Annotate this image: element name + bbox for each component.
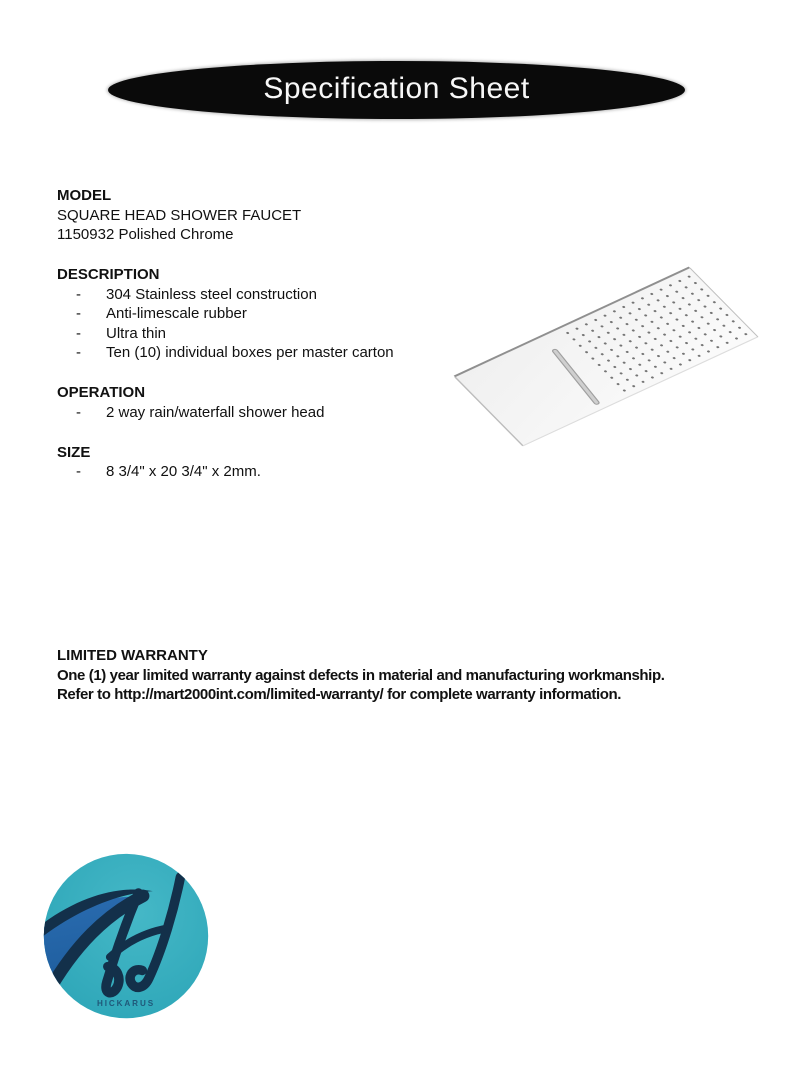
bullet-text: 8 3/4" x 20 3/4" x 2mm. bbox=[106, 463, 261, 480]
brand-name: HICKARUS bbox=[96, 998, 156, 1008]
size-heading: SIZE bbox=[57, 443, 91, 461]
page-title: Specification Sheet bbox=[263, 71, 530, 105]
warranty-line: One (1) year limited warranty against defects in material and manufacturing workmanship. bbox=[57, 666, 665, 684]
model-line: SQUARE HEAD SHOWER FAUCET bbox=[57, 206, 302, 224]
description-heading: DESCRIPTION bbox=[57, 266, 160, 283]
title-banner bbox=[108, 61, 685, 119]
bullet-dash: - bbox=[76, 305, 81, 322]
warranty-lines bbox=[57, 666, 777, 705]
operation-heading: OPERATION bbox=[57, 384, 146, 401]
bullet-text: 304 Stainless steel construction bbox=[106, 285, 317, 303]
brand-logo bbox=[40, 851, 212, 1023]
bullet-dash: - bbox=[76, 324, 81, 342]
model-heading: MODEL bbox=[57, 187, 112, 204]
product-image bbox=[444, 240, 784, 455]
warranty-section bbox=[57, 646, 777, 705]
bullet-dash: - bbox=[76, 344, 81, 361]
bullet-text: Ten (10) individual boxes per master carton bbox=[106, 344, 394, 361]
warranty-heading: LIMITED WARRANTY bbox=[57, 647, 208, 664]
bullet-dash: - bbox=[76, 403, 81, 421]
model-lines bbox=[57, 206, 517, 245]
bullet-text: Anti-limescale rubber bbox=[106, 305, 247, 322]
bullet-dash: - bbox=[76, 285, 81, 303]
size-list bbox=[57, 462, 517, 482]
bullet-dash: - bbox=[76, 463, 81, 480]
model-line: 1150932 Polished Chrome bbox=[57, 226, 234, 243]
bullet-text: Ultra thin bbox=[106, 324, 167, 342]
list-item bbox=[57, 462, 517, 482]
warranty-line: Refer to http://mart2000int.com/limited-warranty/ for complete warranty information. bbox=[57, 686, 622, 703]
bullet-text: 2 way rain/waterfall shower head bbox=[106, 403, 325, 421]
shower-panel bbox=[455, 268, 758, 446]
model-section bbox=[57, 186, 517, 245]
